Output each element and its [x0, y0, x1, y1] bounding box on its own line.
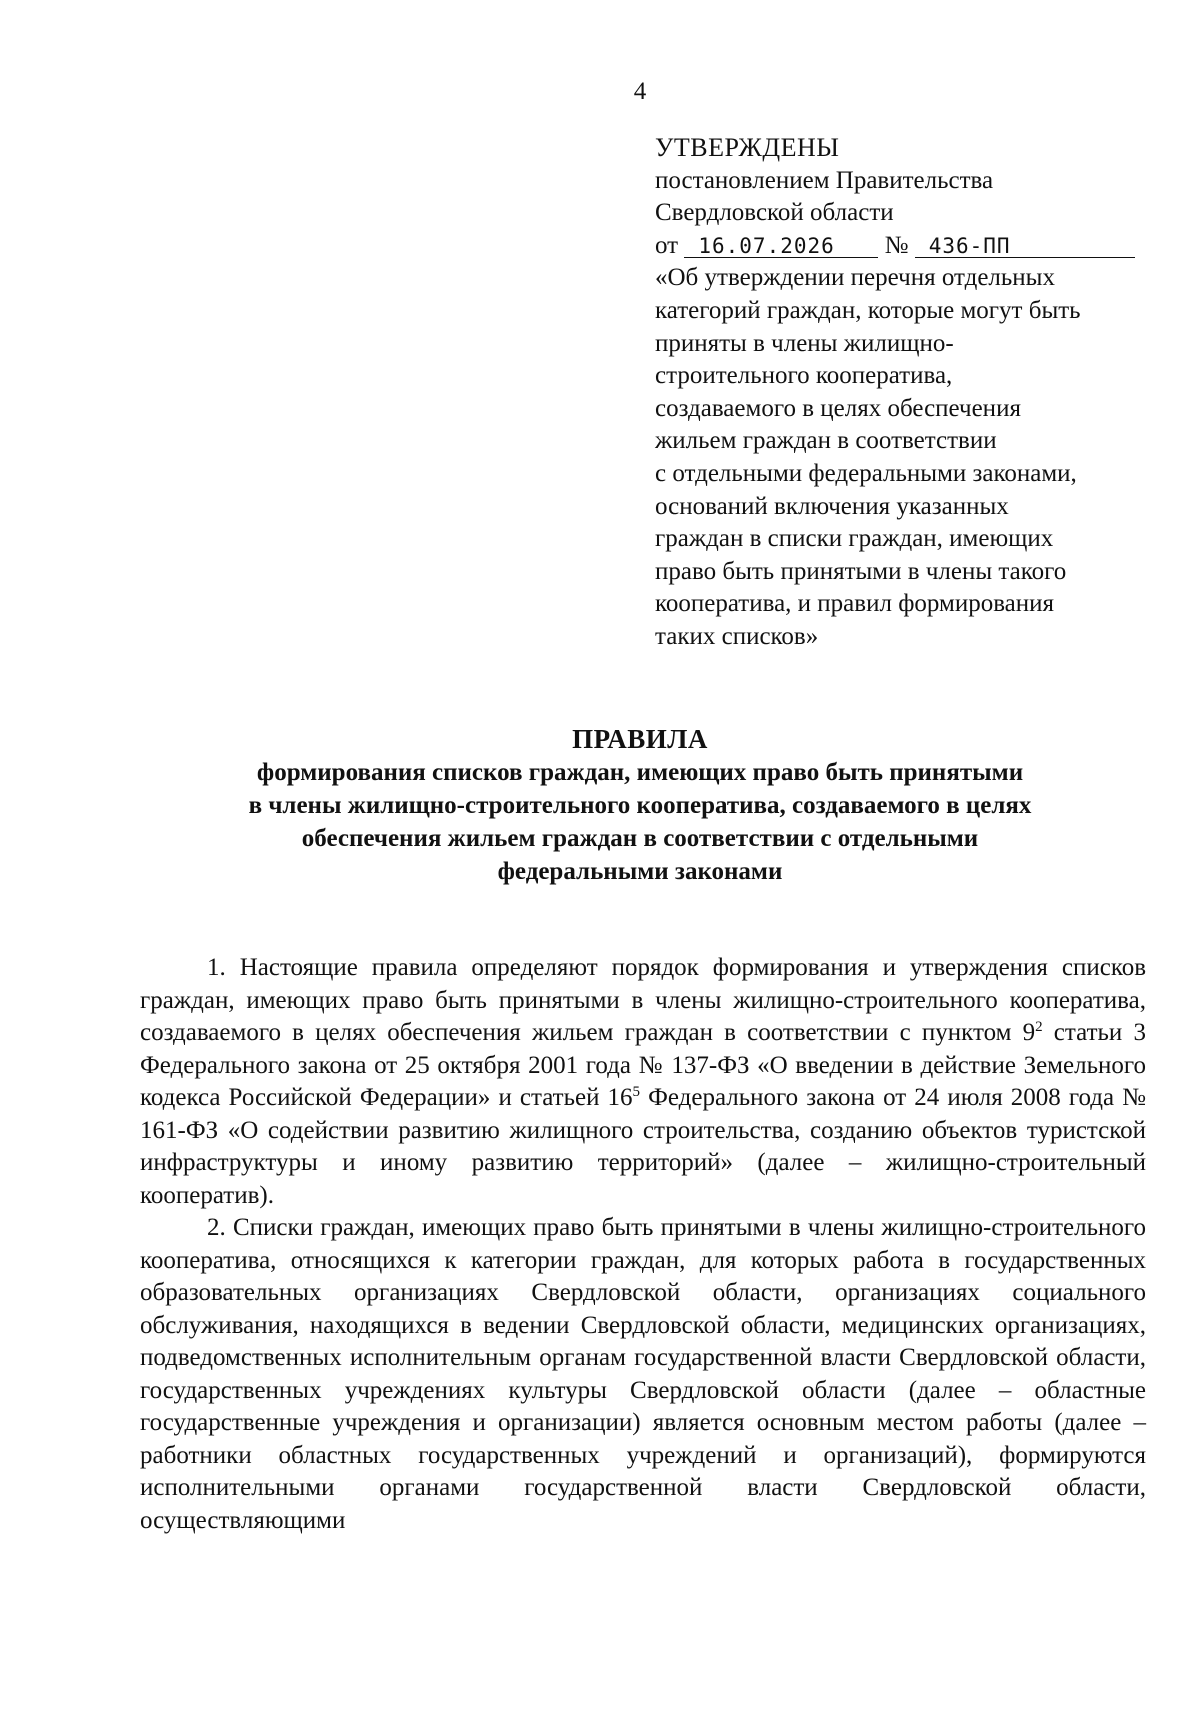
approval-title-line: категорий граждан, которые могут быть — [655, 296, 1081, 324]
rules-body — [140, 952, 1146, 1537]
approval-title-line: оснований включения указанных — [655, 492, 1009, 520]
approval-line-2: Свердловской области — [655, 199, 894, 227]
rules-title-line: формирования списков граждан, имеющих право быть принятыми — [256, 759, 1024, 786]
approval-title-line: жильем граждан в соответствии — [655, 427, 997, 455]
paragraph-1 — [140, 952, 1146, 1212]
paragraph-1-superscript-b: 5 — [632, 1084, 641, 1100]
rules-title-main: ПРАВИЛА — [572, 724, 708, 754]
approval-line-1: постановлением Правительства — [655, 166, 994, 194]
approval-title-line: строительного кооператива, — [655, 362, 953, 390]
approval-title-line: граждан в списки граждан, имеющих — [655, 525, 1054, 553]
approval-title-line: с отдельными федеральными законами, — [655, 459, 1077, 487]
approval-title-line: приняты в члены жилищно- — [655, 329, 954, 357]
rules-title — [140, 723, 1140, 888]
paragraph-1-part-b: статьи 3 Федерального закона от 25 октября 2001 года № 137-ФЗ «О введении в действие Земельного кодекса Российской Федерации» и статьей 16 — [140, 1019, 1146, 1111]
approval-number: 436-ПП — [915, 235, 1135, 258]
page-number: 4 — [633, 78, 647, 105]
approval-stamp-block — [655, 132, 1175, 654]
approval-heading: УТВЕРЖДЕНЫ — [655, 133, 840, 162]
approval-title-line: таких списков» — [655, 622, 819, 650]
rules-title-line: обеспечения жильем граждан в соответствии с отдельными — [301, 825, 979, 852]
paragraph-1-part-a: 1. Настоящие правила определяют порядок формирования и утверждения списков граждан, имеющих право быть принятыми в члены жилищно-строительного кооператива, создаваемого в целях обеспечения жильем граждан в соответствии с пунктом 9 — [140, 954, 1146, 1046]
approval-title-line: кооператива, и правил формирования — [655, 590, 1055, 618]
number-sign: № — [884, 231, 909, 259]
approval-title-line: создаваемого в целях обеспечения — [655, 394, 1021, 422]
paragraph-1-superscript-a: 2 — [1035, 1019, 1043, 1035]
rules-title-line: федеральными законами — [497, 858, 783, 885]
paragraph-2: 2. Списки граждан, имеющих право быть принятыми в члены жилищно-строительного кооператива, относящихся к категории граждан, для которых работа в государственных образовательных организациях Свердловской области, организациях социального обслуживания, находящихся в ведении Свердловской области, медицинских организациях, подведомственных исполнительным органам государственной власти Свердловской области, государственных учреждениях культуры Свердловской области (далее – областные государственные учреждения и организации) является основным местом работы (далее – работники областных государственных учреждений и организаций), формируются исполнительными органами государственной власти Свердловской области, осуществляющими — [140, 1214, 1146, 1534]
approval-title-line: право быть принятыми в члены такого — [655, 557, 1067, 585]
approval-date: 16.07.2026 — [684, 235, 878, 258]
approval-date-number-line — [655, 230, 1175, 263]
rules-title-line: в члены жилищно-строительного кооператива, создаваемого в целях — [248, 792, 1032, 819]
date-prefix: от — [655, 231, 679, 259]
approval-title-line: «Об утверждении перечня отдельных — [655, 264, 1055, 292]
paragraph-1-part-c: Федерального закона от 24 июля 2008 года № 161-ФЗ «О содействии развитию жилищного строительства, созданию объектов туристской инфраструктуры и иному развитию территорий» (далее – жилищно-строительный кооператив). — [140, 1084, 1146, 1209]
